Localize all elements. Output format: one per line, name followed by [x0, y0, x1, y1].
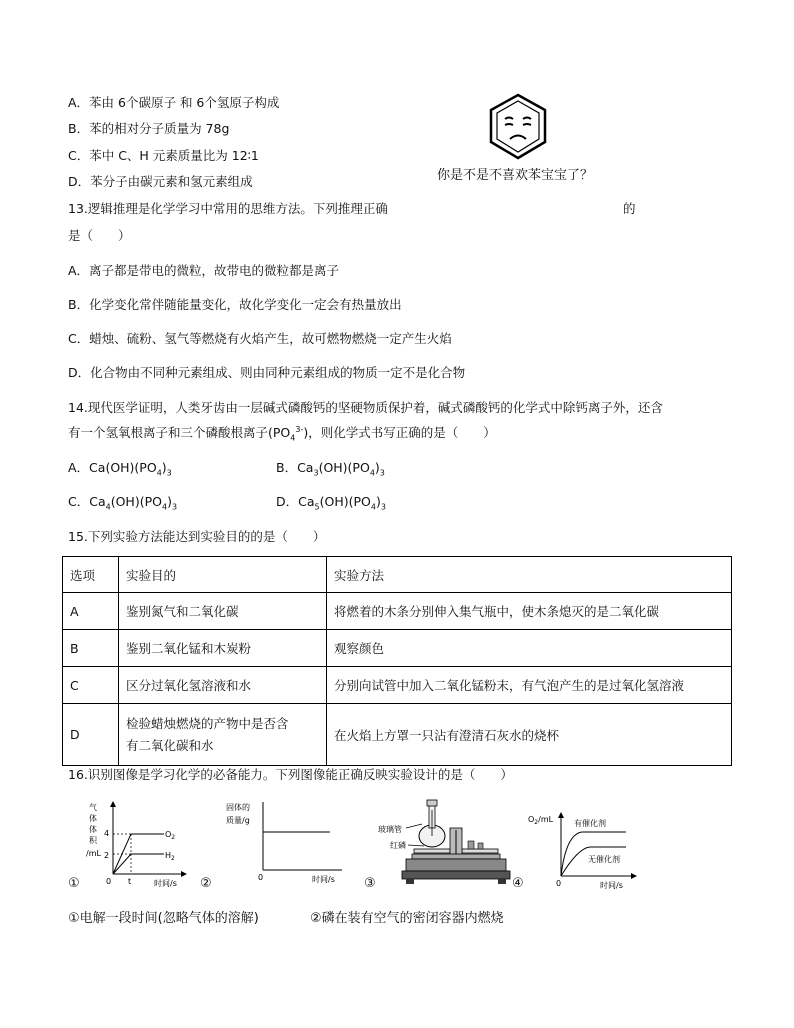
svg-text:0: 0: [556, 879, 562, 888]
q15-table: [62, 556, 732, 766]
header-option: 选项: [63, 557, 119, 593]
svg-text:玻璃管: 玻璃管: [378, 825, 402, 834]
q13-stem-line2: 是（ ）: [68, 228, 131, 243]
q14-option-d: D．$Ca_5(OH)(PO_4)_3$: [276, 494, 386, 512]
row-method: 在火焰上方罩一只沾有澄清石灰水的烧杯: [327, 704, 732, 766]
svg-text:有催化剂: 有催化剂: [574, 819, 606, 828]
q15-stem: 15.下列实验方法能达到实验目的的是（ ）: [68, 529, 326, 544]
svg-text:积: 积: [89, 836, 97, 845]
q16-desc-1: ①电解一段时间(忽略气体的溶解): [68, 911, 259, 926]
svg-text:气: 气: [89, 803, 97, 812]
svg-text:质量/g: 质量/g: [226, 816, 250, 825]
table-header-row: [63, 557, 732, 593]
q14-stem-line1: 14.现代医学证明，人类牙齿由一层碱式磷酸钙的坚硬物质保护着，碱式磷酸钙的化学式中除钙离子外，还含: [68, 400, 663, 415]
balance-apparatus-image: [376, 796, 516, 896]
svg-text:4: 4: [104, 829, 110, 838]
row-option: C: [63, 667, 119, 704]
q13-stem: 13.逻辑推理是化学学习中常用的思维方法。下列推理正确: [68, 201, 388, 216]
row-goal: 检验蜡烛燃烧的产物中是否含 有二氧化碳和水: [119, 704, 327, 766]
svg-text:O2: $O_2$: [165, 830, 176, 841]
electrolysis-graph: [84, 796, 194, 896]
q14-option-a: A．$Ca(OH)(PO_4)_3$: [68, 460, 172, 478]
table-row: [63, 704, 732, 766]
svg-text:时间/s: 时间/s: [312, 875, 335, 884]
row-method: 观察颜色: [327, 630, 732, 667]
table-row: [63, 630, 732, 667]
catalyst-graph: [526, 812, 646, 894]
svg-text:体: 体: [89, 825, 97, 834]
marker-1: ①: [68, 876, 80, 891]
row-goal: 鉴别氮气和二氧化碳: [119, 593, 327, 630]
marker-2: ②: [200, 876, 212, 891]
table-row: [63, 667, 732, 704]
q13-option-b: B．化学变化常伴随能量变化，故化学变化一定会有热量放出: [68, 297, 402, 312]
q14-option-c: C．$Ca_4(OH)(PO_4)_3$: [68, 494, 178, 512]
marker-4: ④: [512, 876, 524, 891]
table-row: [63, 593, 732, 630]
row-option: A: [63, 593, 119, 630]
svg-text:无催化剂: 无催化剂: [588, 855, 620, 864]
q13-stem-end: 的: [623, 201, 636, 216]
q12-option-c: C．苯中 C、H 元素质量比为 12∶1: [68, 148, 259, 163]
benzene-face-image: [486, 92, 550, 162]
row-method: 将燃着的木条分别伸入集气瓶中，使木条熄灭的是二氧化碳: [327, 593, 732, 630]
q16-desc-2: ②磷在装有空气的密闭容器内燃烧: [310, 911, 504, 926]
q13-option-a: A．离子都是带电的微粒，故带电的微粒都是离子: [68, 263, 340, 278]
row-option: B: [63, 630, 119, 667]
svg-text:2: 2: [104, 851, 110, 860]
row-method: 分别向试管中加入二氧化锰粉末，有气泡产生的是过氧化氢溶液: [327, 667, 732, 704]
q13-option-c: C．蜡烛、硫粉、氢气等燃烧有火焰产生，故可燃物燃烧一定产生火焰: [68, 331, 452, 346]
svg-text:t: t: [128, 877, 132, 886]
row-goal: 鉴别二氧化锰和木炭粉: [119, 630, 327, 667]
q14-stem-line2: 有一个氢氧根离子和三个磷酸根离子$(PO_4^{3-})$，则化学式书写正确的是（ ）: [68, 424, 496, 443]
q12-option-b: B．苯的相对分子质量为 78g: [68, 121, 230, 136]
svg-text:体: 体: [89, 814, 97, 823]
svg-text:时间/s: 时间/s: [600, 881, 623, 890]
svg-text:红磷: 红磷: [390, 841, 406, 850]
q13-option-d: D．化合物由不同种元素组成、则由同种元素组成的物质一定不是化合物: [68, 365, 466, 380]
row-option: D: [63, 704, 119, 766]
svg-text:H2: $H_2$: [165, 851, 175, 862]
svg-text:固体的: 固体的: [226, 803, 250, 812]
solid-mass-graph: [218, 796, 348, 892]
marker-3: ③: [364, 876, 376, 891]
q12-option-a: A．苯由 6个碳原子 和 6个氢原子构成: [68, 95, 280, 110]
q14-option-b: B．$Ca_3(OH)(PO_4)_3$: [276, 460, 385, 478]
row-goal: 区分过氧化氢溶液和水: [119, 667, 327, 704]
q12-option-d: D．苯分子由碳元素和氢元素组成: [68, 174, 253, 189]
benzene-caption: 你是不是不喜欢苯宝宝了？: [437, 168, 594, 183]
header-method: 实验方法: [327, 557, 732, 593]
svg-text:0: 0: [258, 873, 264, 882]
header-goal: 实验目的: [119, 557, 327, 593]
svg-text:/mL: /mL: [86, 849, 101, 858]
q16-stem: 16.识别图像是学习化学的必备能力。下列图像能正确反映实验设计的是（ ）: [68, 767, 513, 782]
svg-text:O2/mL: $O_2/mL$: [528, 815, 554, 826]
svg-text:时间/s: 时间/s: [154, 879, 177, 888]
svg-text:0: 0: [106, 877, 112, 886]
